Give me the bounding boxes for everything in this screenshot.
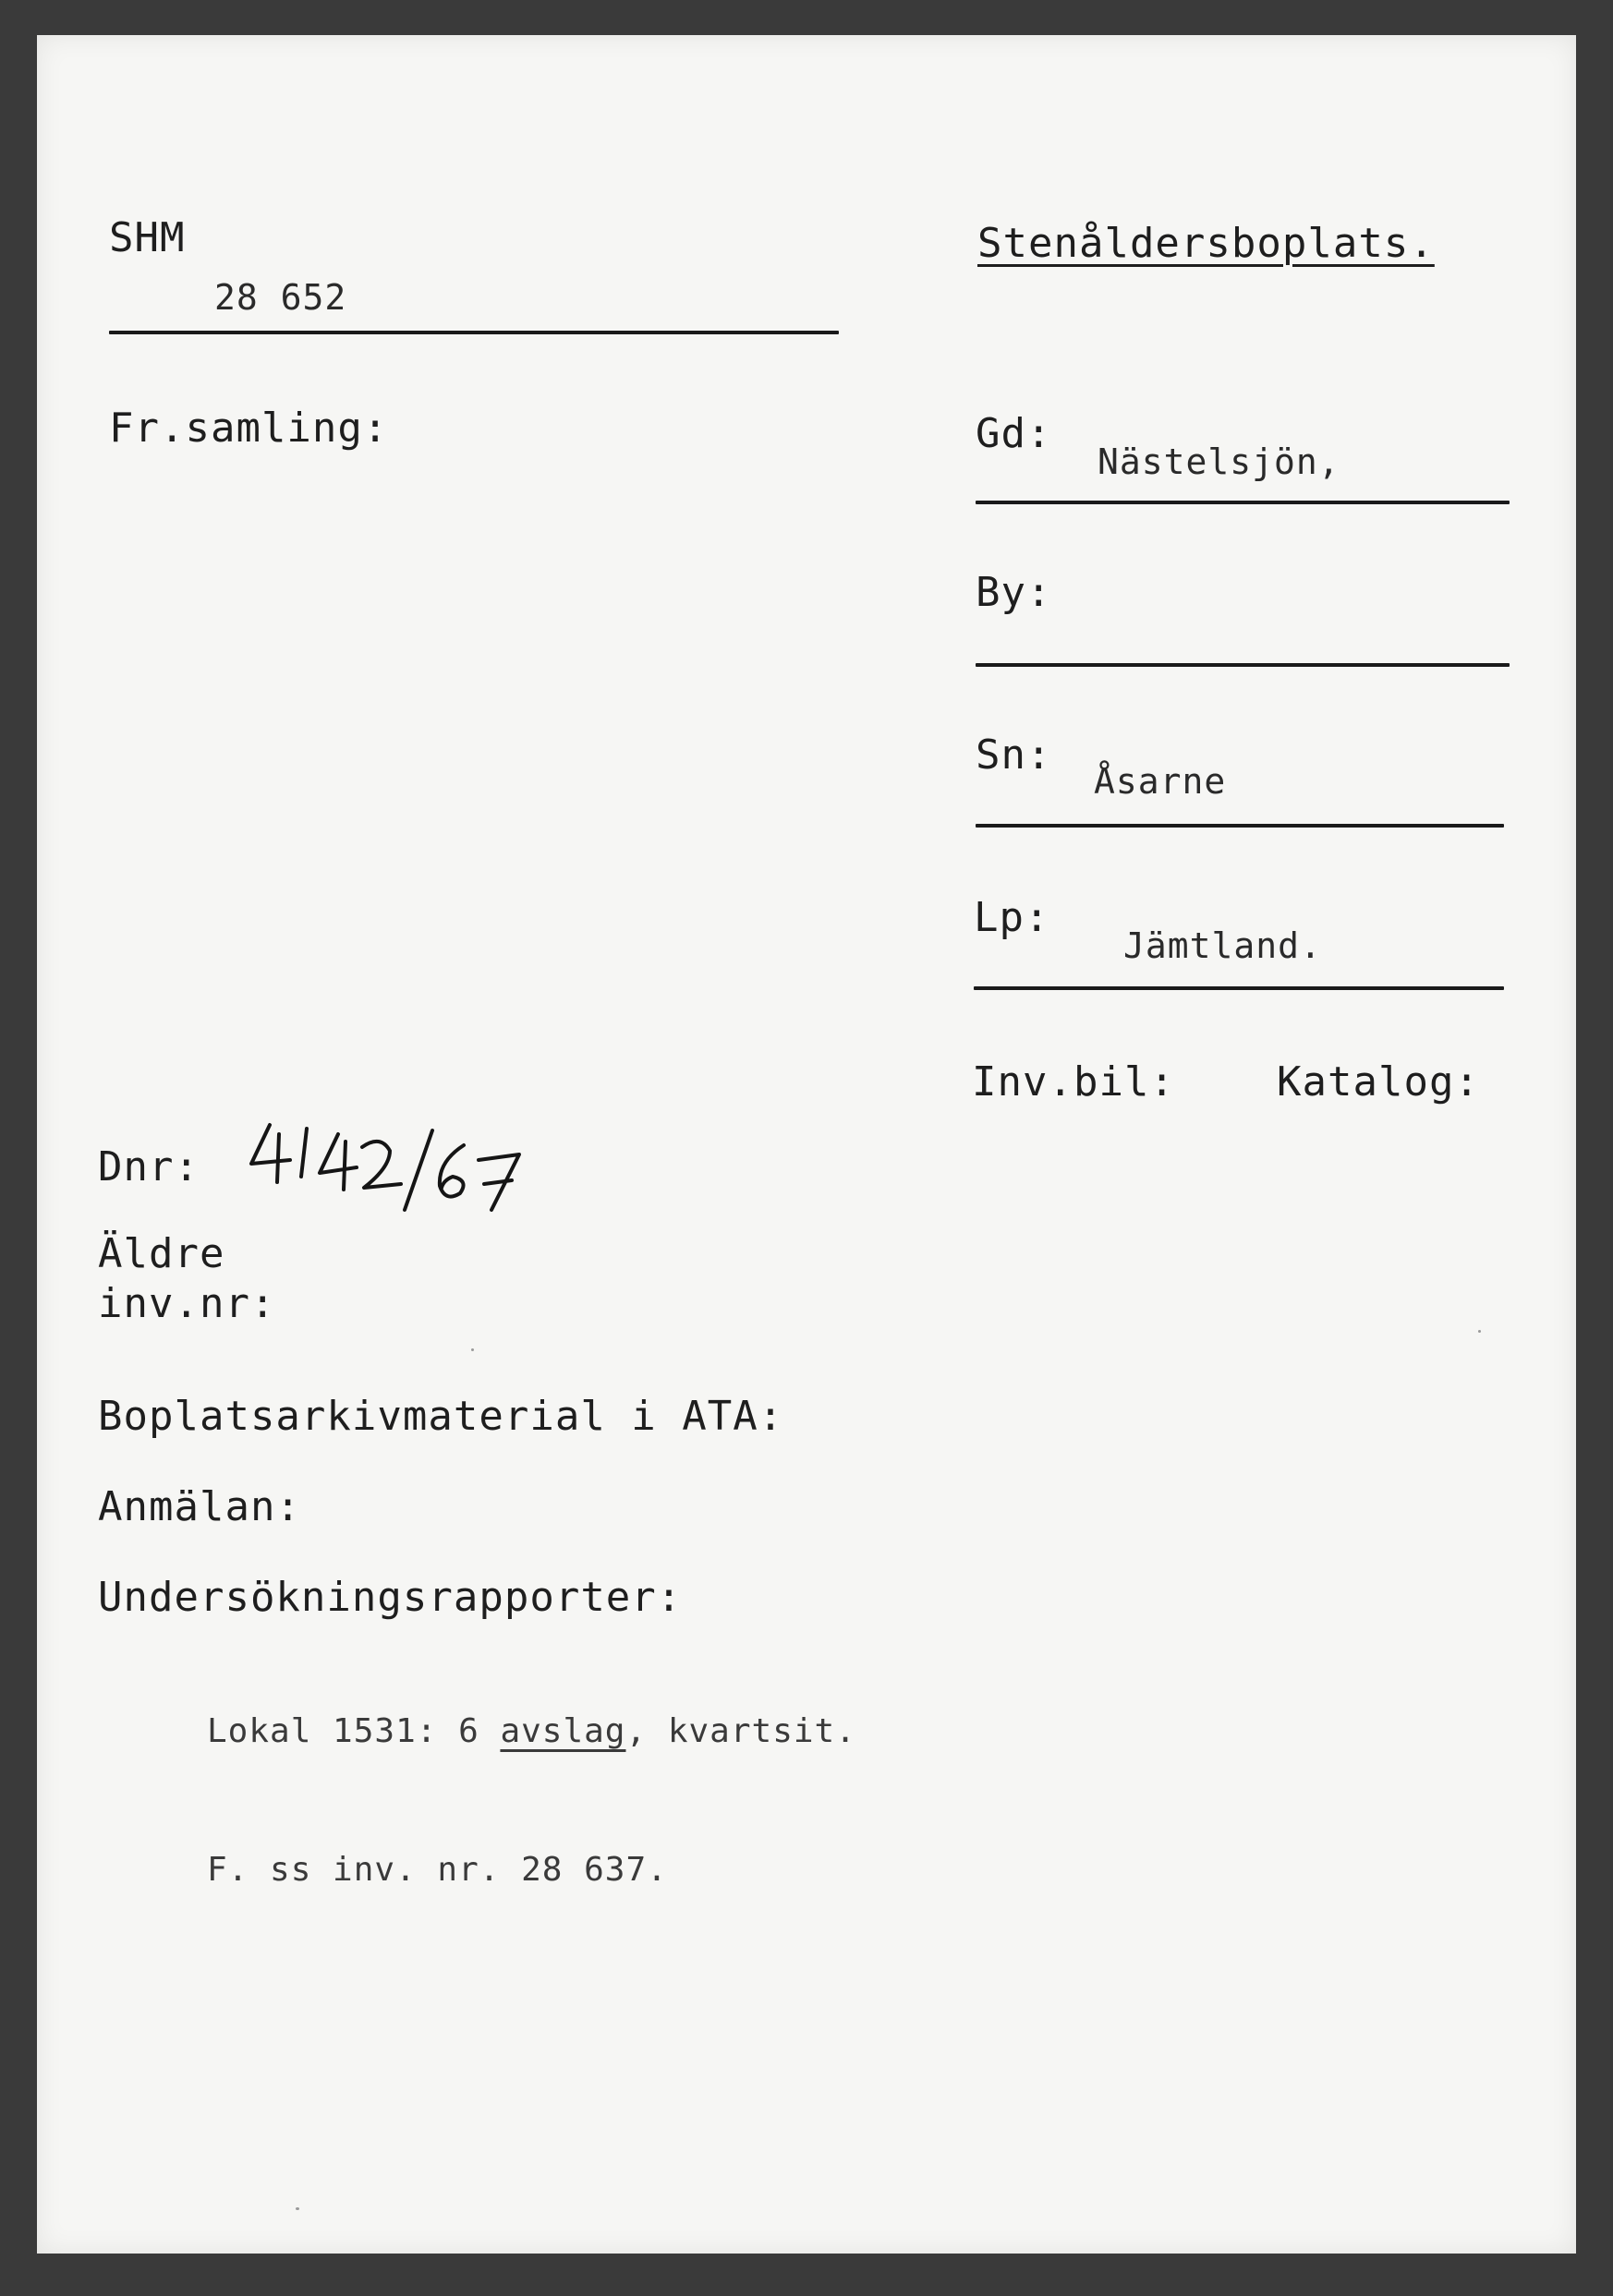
by-rule bbox=[976, 663, 1510, 667]
note-line-1-prefix: Lokal 1531: 6 bbox=[207, 1712, 501, 1750]
museum-label: SHM bbox=[109, 214, 186, 261]
gd-value: Nästelsjön, bbox=[1098, 441, 1340, 482]
lp-rule bbox=[974, 986, 1504, 990]
gd-label: Gd: bbox=[976, 410, 1052, 457]
undersokning-label: Undersökningsrapporter: bbox=[98, 1574, 683, 1621]
inv-nr-label: inv.nr: bbox=[98, 1280, 276, 1327]
dnr-label: Dnr: bbox=[98, 1143, 200, 1190]
sn-value: Åsarne bbox=[1094, 761, 1227, 802]
note-line-2: F. ss inv. nr. 28 637. bbox=[207, 1851, 668, 1889]
lp-value: Jämtland. bbox=[1123, 925, 1322, 966]
dnr-handwritten-number bbox=[242, 1106, 556, 1217]
note-line-1-suffix: , kvartsit. bbox=[625, 1712, 856, 1750]
note-line-1-underlined: avslag bbox=[500, 1712, 626, 1750]
boplats-label: Boplatsarkivmaterial i ATA: bbox=[98, 1393, 784, 1440]
inventory-number: 28 652 bbox=[214, 277, 347, 318]
gd-rule bbox=[976, 501, 1510, 504]
category-title: Stenåldersboplats. bbox=[977, 220, 1435, 267]
header-left-rule bbox=[109, 331, 839, 334]
katalog-label: Katalog: bbox=[1277, 1058, 1480, 1106]
lp-label: Lp: bbox=[974, 894, 1050, 941]
anmalan-label: Anmälan: bbox=[98, 1483, 301, 1530]
by-label: By: bbox=[976, 569, 1052, 616]
note-line-1 bbox=[207, 1712, 856, 1750]
sn-rule bbox=[976, 824, 1504, 828]
aldre-label: Äldre bbox=[98, 1230, 225, 1277]
sn-label: Sn: bbox=[976, 731, 1052, 779]
fr-samling-label: Fr.samling: bbox=[109, 405, 389, 452]
archive-card bbox=[37, 35, 1576, 2254]
invbil-label: Inv.bil: bbox=[972, 1058, 1175, 1106]
